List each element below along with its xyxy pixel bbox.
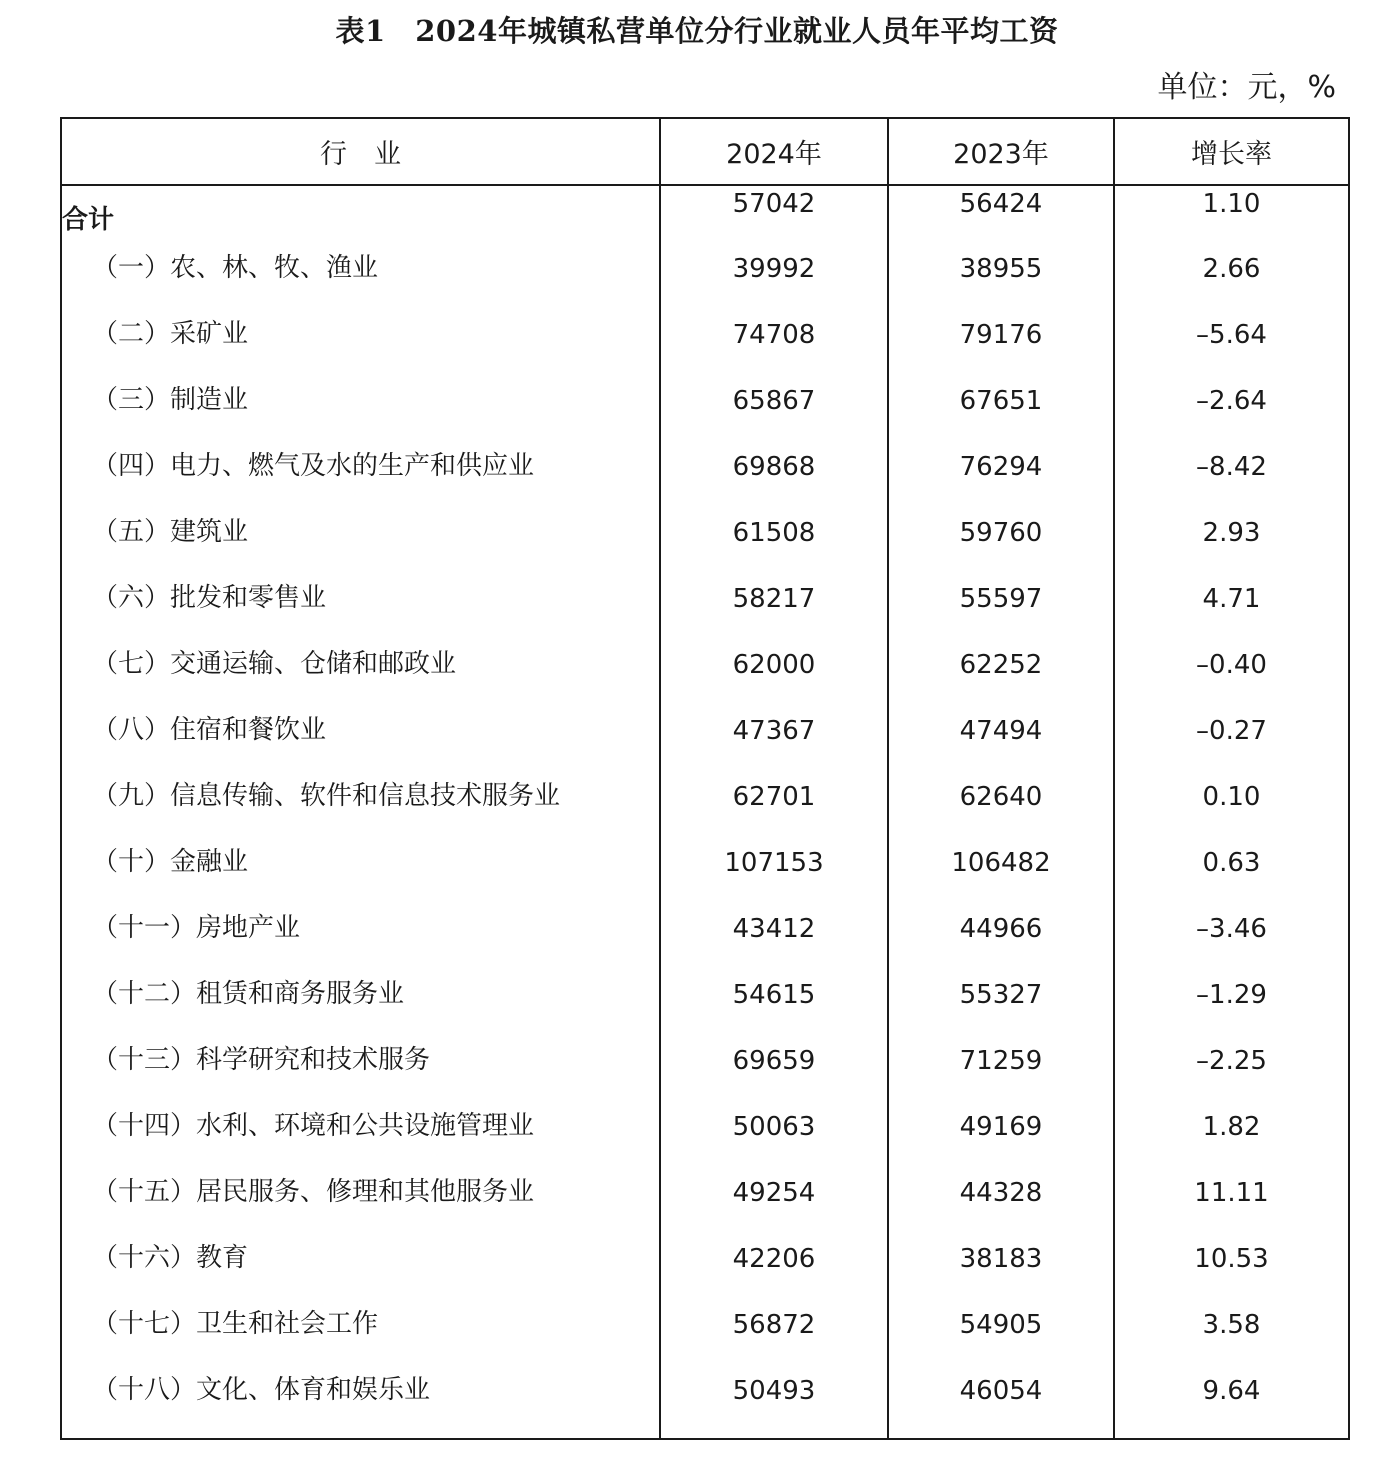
industry-name: （十）金融业 — [61, 845, 660, 911]
wage-2024: 65867 — [660, 383, 888, 449]
table-row — [61, 779, 1349, 845]
industry-name: （七）交通运输、仓储和邮政业 — [61, 647, 660, 713]
header-growth-rate: 增长率 — [1114, 118, 1349, 185]
growth-rate: 1.82 — [1114, 1109, 1349, 1175]
wage-2024: 50493 — [660, 1373, 888, 1439]
table-row — [61, 1373, 1349, 1439]
wage-2023: 38183 — [888, 1241, 1114, 1307]
unit-note: 单位：元，% — [1157, 70, 1336, 105]
growth-rate: –5.64 — [1114, 317, 1349, 383]
wage-2023: 44328 — [888, 1175, 1114, 1241]
table-row — [61, 449, 1349, 515]
industry-name: （十一）房地产业 — [61, 911, 660, 977]
industry-name: （十七）卫生和社会工作 — [61, 1307, 660, 1373]
wage-2023: 38955 — [888, 251, 1114, 317]
growth-rate: 1.10 — [1114, 185, 1349, 251]
industry-name: （十四）水利、环境和公共设施管理业 — [61, 1109, 660, 1175]
growth-rate: –0.27 — [1114, 713, 1349, 779]
wage-2024: 54615 — [660, 977, 888, 1043]
wage-2024: 39992 — [660, 251, 888, 317]
table-row — [61, 251, 1349, 317]
industry-name: （一）农、林、牧、渔业 — [61, 251, 660, 317]
table-row — [61, 581, 1349, 647]
wage-2024: 61508 — [660, 515, 888, 581]
wage-2023: 56424 — [888, 185, 1114, 251]
table-row — [61, 977, 1349, 1043]
table-row — [61, 515, 1349, 581]
growth-rate: –0.40 — [1114, 647, 1349, 713]
growth-rate: 0.10 — [1114, 779, 1349, 845]
growth-rate: 9.64 — [1114, 1373, 1349, 1439]
table-row — [61, 911, 1349, 977]
wage-2023: 59760 — [888, 515, 1114, 581]
header-row — [61, 118, 1349, 185]
wage-2024: 49254 — [660, 1175, 888, 1241]
industry-name: （十二）租赁和商务服务业 — [61, 977, 660, 1043]
table-row — [61, 383, 1349, 449]
growth-rate: –2.64 — [1114, 383, 1349, 449]
wage-2024: 50063 — [660, 1109, 888, 1175]
table-row — [61, 845, 1349, 911]
wage-2024: 42206 — [660, 1241, 888, 1307]
industry-name: （八）住宿和餐饮业 — [61, 713, 660, 779]
wage-2024: 56872 — [660, 1307, 888, 1373]
table-row — [61, 317, 1349, 383]
industry-name: （十六）教育 — [61, 1241, 660, 1307]
growth-rate: –8.42 — [1114, 449, 1349, 515]
industry-name: （十三）科学研究和技术服务 — [61, 1043, 660, 1109]
wage-2023: 67651 — [888, 383, 1114, 449]
wage-2023: 46054 — [888, 1373, 1114, 1439]
wage-2023: 55327 — [888, 977, 1114, 1043]
table-row — [61, 1109, 1349, 1175]
industry-name: （十五）居民服务、修理和其他服务业 — [61, 1175, 660, 1241]
growth-rate: 10.53 — [1114, 1241, 1349, 1307]
wage-2023: 49169 — [888, 1109, 1114, 1175]
table-row-total — [61, 185, 1349, 251]
wage-2023: 44966 — [888, 911, 1114, 977]
growth-rate: –1.29 — [1114, 977, 1349, 1043]
wage-2023: 106482 — [888, 845, 1114, 911]
wage-2024: 58217 — [660, 581, 888, 647]
industry-name: （四）电力、燃气及水的生产和供应业 — [61, 449, 660, 515]
wage-2024: 43412 — [660, 911, 888, 977]
growth-rate: 2.66 — [1114, 251, 1349, 317]
wage-2024: 69868 — [660, 449, 888, 515]
industry-name: （三）制造业 — [61, 383, 660, 449]
growth-rate: 2.93 — [1114, 515, 1349, 581]
table-row — [61, 1043, 1349, 1109]
growth-rate: 3.58 — [1114, 1307, 1349, 1373]
industry-name: （九）信息传输、软件和信息技术服务业 — [61, 779, 660, 845]
table-row — [61, 647, 1349, 713]
header-2023: 2023年 — [888, 118, 1114, 185]
wage-2023: 71259 — [888, 1043, 1114, 1109]
wage-2024: 62701 — [660, 779, 888, 845]
wage-table — [60, 117, 1350, 1440]
header-2024: 2024年 — [660, 118, 888, 185]
table-row — [61, 1241, 1349, 1307]
wage-2024: 107153 — [660, 845, 888, 911]
table-row — [61, 713, 1349, 779]
industry-name: （五）建筑业 — [61, 515, 660, 581]
wage-2023: 55597 — [888, 581, 1114, 647]
wage-2023: 47494 — [888, 713, 1114, 779]
growth-rate: –3.46 — [1114, 911, 1349, 977]
growth-rate: 4.71 — [1114, 581, 1349, 647]
wage-2024: 74708 — [660, 317, 888, 383]
header-industry: 行 业 — [61, 118, 660, 185]
industry-name: （十八）文化、体育和娱乐业 — [61, 1373, 660, 1439]
wage-2023: 76294 — [888, 449, 1114, 515]
growth-rate: 0.63 — [1114, 845, 1349, 911]
wage-2024: 62000 — [660, 647, 888, 713]
industry-name: （六）批发和零售业 — [61, 581, 660, 647]
wage-2023: 62640 — [888, 779, 1114, 845]
wage-2023: 54905 — [888, 1307, 1114, 1373]
growth-rate: –2.25 — [1114, 1043, 1349, 1109]
industry-name: （二）采矿业 — [61, 317, 660, 383]
wage-2023: 62252 — [888, 647, 1114, 713]
wage-2024: 47367 — [660, 713, 888, 779]
table-title: 表1 2024年城镇私营单位分行业就业人员年平均工资 — [335, 14, 1059, 48]
table-row — [61, 1307, 1349, 1373]
industry-name: 合计 — [61, 185, 660, 251]
growth-rate: 11.11 — [1114, 1175, 1349, 1241]
wage-2024: 57042 — [660, 185, 888, 251]
table-row — [61, 1175, 1349, 1241]
wage-2024: 69659 — [660, 1043, 888, 1109]
wage-2023: 79176 — [888, 317, 1114, 383]
